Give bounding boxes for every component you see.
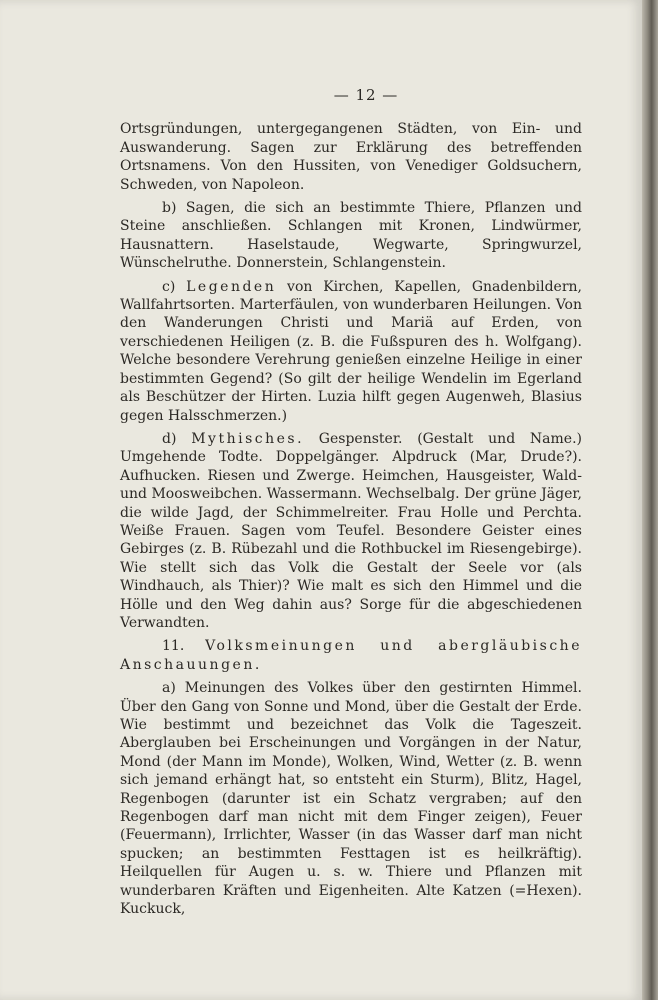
section-11-number: 11. bbox=[162, 638, 206, 655]
paragraph-b-animals-plants: b) Sagen, die sich an bestimmte Thiere, Pflanzen und Steine anschließen. Schlangen mit Kronen, Lindwürmer, Hausnattern. Haselstaude, Wegwarte, Springwurzel, Wünschelruthe. Donnerstein, Schlangenstein. bbox=[120, 200, 582, 272]
page-content bbox=[120, 86, 582, 923]
paragraph-c-legends bbox=[120, 278, 582, 425]
page-number: — 12 — bbox=[333, 86, 399, 104]
paragraph-d-heading: Mythisches. bbox=[191, 430, 305, 447]
paragraph-continuation: Ortsgründungen, untergegangenen Städten, von Ein- und Auswanderung. Sagen zur Erklärung des betreffenden Ortsnamens. Von den Hussiten, von Venediger Goldsuchern, Schweden, von Napoleon. bbox=[120, 121, 582, 193]
paragraph-c-lead: c) bbox=[162, 278, 187, 295]
paragraph-d-text: Gespenster. (Gestalt und Name.) Umgehende Todte. Doppelgänger. Alpdruck (Mar, Drude?). Aufhucken. Riesen und Zwerge. Heimchen, Hausgeister, Wald- und Moosweibchen. Wassermann. Wechselbalg. Der grüne Jäger, die wilde Jagd, der Schimmelreiter. Frau Holle und Perchta. Weiße Frauen. Sagen vom Teufel. Besondere Geister eines Gebirges (z. B. Rübezahl und die Rothbuckel im Riesengebirge). Wie stellt sich das Volk die Gestalt der Seele vor (als Windhauch, als Thier)? Wie malt es sich den Himmel und die Hölle und den Weg dahin aus? Sorge für die abgeschiedenen Verwandten. bbox=[120, 430, 582, 631]
paragraph-c-heading: Legenden bbox=[186, 278, 277, 295]
section-11-title: Volksmeinungen und abergläubische Anschauungen. bbox=[120, 638, 582, 673]
section-11-heading bbox=[120, 637, 582, 674]
book-spine-edge bbox=[642, 0, 658, 1000]
paragraph-d-mythical bbox=[120, 430, 582, 632]
paragraph-d-lead: d) bbox=[162, 430, 192, 447]
paragraph-c-text: von Kirchen, Kapellen, Gnadenbildern, Wallfahrtsorten. Marterfäulen, von wunderbaren Heilungen. Von den Wanderungen Christi und Mariä auf Erden, von verschiedenen Heiligen (z. B. die Fußspuren des h. Wolfgang). Welche besondere Verehrung genießen einzelne Heilige in einer bestimmten Gegend? (So gilt der heilige Wendelin im Egerland als Beschützer der Hirten. Luzia hilft gegen Augenweh, Blasius gegen Halsschmerzen.) bbox=[120, 278, 582, 424]
paragraph-a-beliefs: a) Meinungen des Volkes über den gestirnten Himmel. Über den Gang von Sonne und Mond, über die Gestalt der Erde. Wie bestimmt und bezeichnet das Volk die Tageszeit. Aberglauben bei Erscheinungen und Vorgängen in der Natur, Mond (der Mann im Monde), Wolken, Wind, Wetter (z. B. wenn sich jemand erhängt hat, so entsteht ein Sturm), Blitz, Hagel, Regenbogen (darunter ist ein Schatz vergraben; auf den Regenbogen darf man nicht mit dem Finger zeigen), Feuer (Feuermann), Irrlichter, Wasser (in das Wasser darf man nicht spucken; an bestimmten Festtagen ist es heilkräftig). Heilquellen für Augen u. s. w. Thiere und Pflanzen mit wunderbaren Kräften und Eigenheiten. Alte Katzen (=Hexen). Kuckuck, bbox=[120, 680, 582, 918]
